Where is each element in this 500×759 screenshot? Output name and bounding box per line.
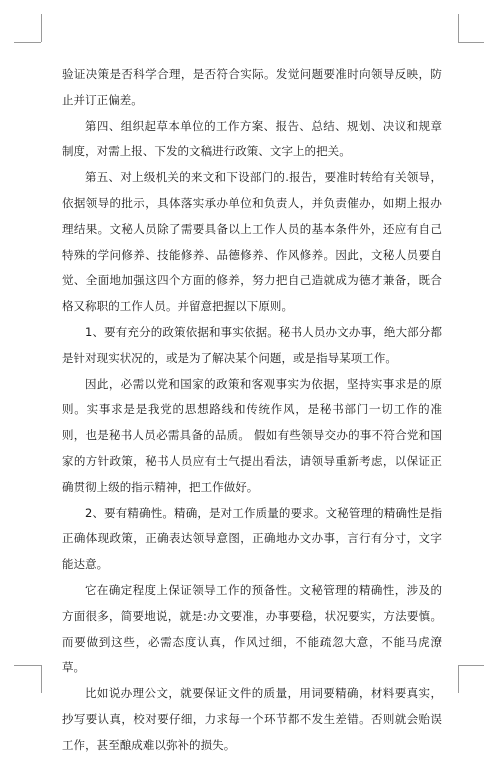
paragraph-7: 它在确定程度上保证领导工作的预备性。文秘管理的精确性，涉及的方面很多，简要地说，就是:办文要准，办事要稳，状况要实，方法要慎。而要做到这些，必需态度认真，作风过细，不能疏忽大意，不能马虎潦草。 bbox=[62, 582, 442, 675]
paragraph-3: 第五、对上级机关的来文和下设部门的.报告，要准时转给有关领导，依据领导的批示，具体落实承办单位和负责人，并负责催办，如期上报办理结果。文秘人员除了需要具备以上工作人员的基本条件外，还应有自己特殊的学问修养、技能修养、品德修养、作风修养。因此，文秘人员要自觉、全面地加强这四个方面的修养，努力把自己造就成为德才兼备，既合格又称职的工作人员。并留意把握以下原则。 bbox=[62, 170, 442, 314]
document-body bbox=[62, 62, 442, 759]
paragraph-5: 因此，必需以党和国家的政策和客观事实为依据，坚持实事求是的原则。实事求是是我党的思想路线和传统作风，是秘书部门一切工作的准则，也是秘书人员必需具备的品质。 假如有些领导交办的事不符合党和国家的方针政策，秘书人员应有士气提出看法，请领导重新考虑，以保证正确贯彻上级的指示精神，把工作做好。 bbox=[62, 376, 442, 494]
paragraph-1: 验证决策是否科学合理，是否符合实际。发觉问题要准时向领导反映，防止并订正偏差。 bbox=[62, 67, 442, 107]
paragraph-8: 比如说办理公文，就要保证文件的质量，用词要精确，材料要真实，抄写要认真，校对要仔细，力求每一个环节都不发生差错。否则就会贻误工作，甚至酿成难以弥补的损失。 bbox=[62, 686, 442, 752]
paragraph-2: 第四、组织起草本单位的工作方案、报告、总结、规划、决议和规章制度，对需上报、下发的文稿进行政策、文字上的把关。 bbox=[62, 118, 442, 159]
paragraph-6: 2、要有精确性。精确，是对工作质量的要求。文秘管理的精确性是指正确体现政策，正确表达领导意图，正确地办文办事，言行有分寸，文字能达意。 bbox=[62, 505, 442, 572]
paragraph-4: 1、要有充分的政策依据和事实依据。秘书人员办文办事，绝大部分都是针对现实状况的，或是为了解决某个问题，或是指导某项工作。 bbox=[62, 324, 442, 365]
